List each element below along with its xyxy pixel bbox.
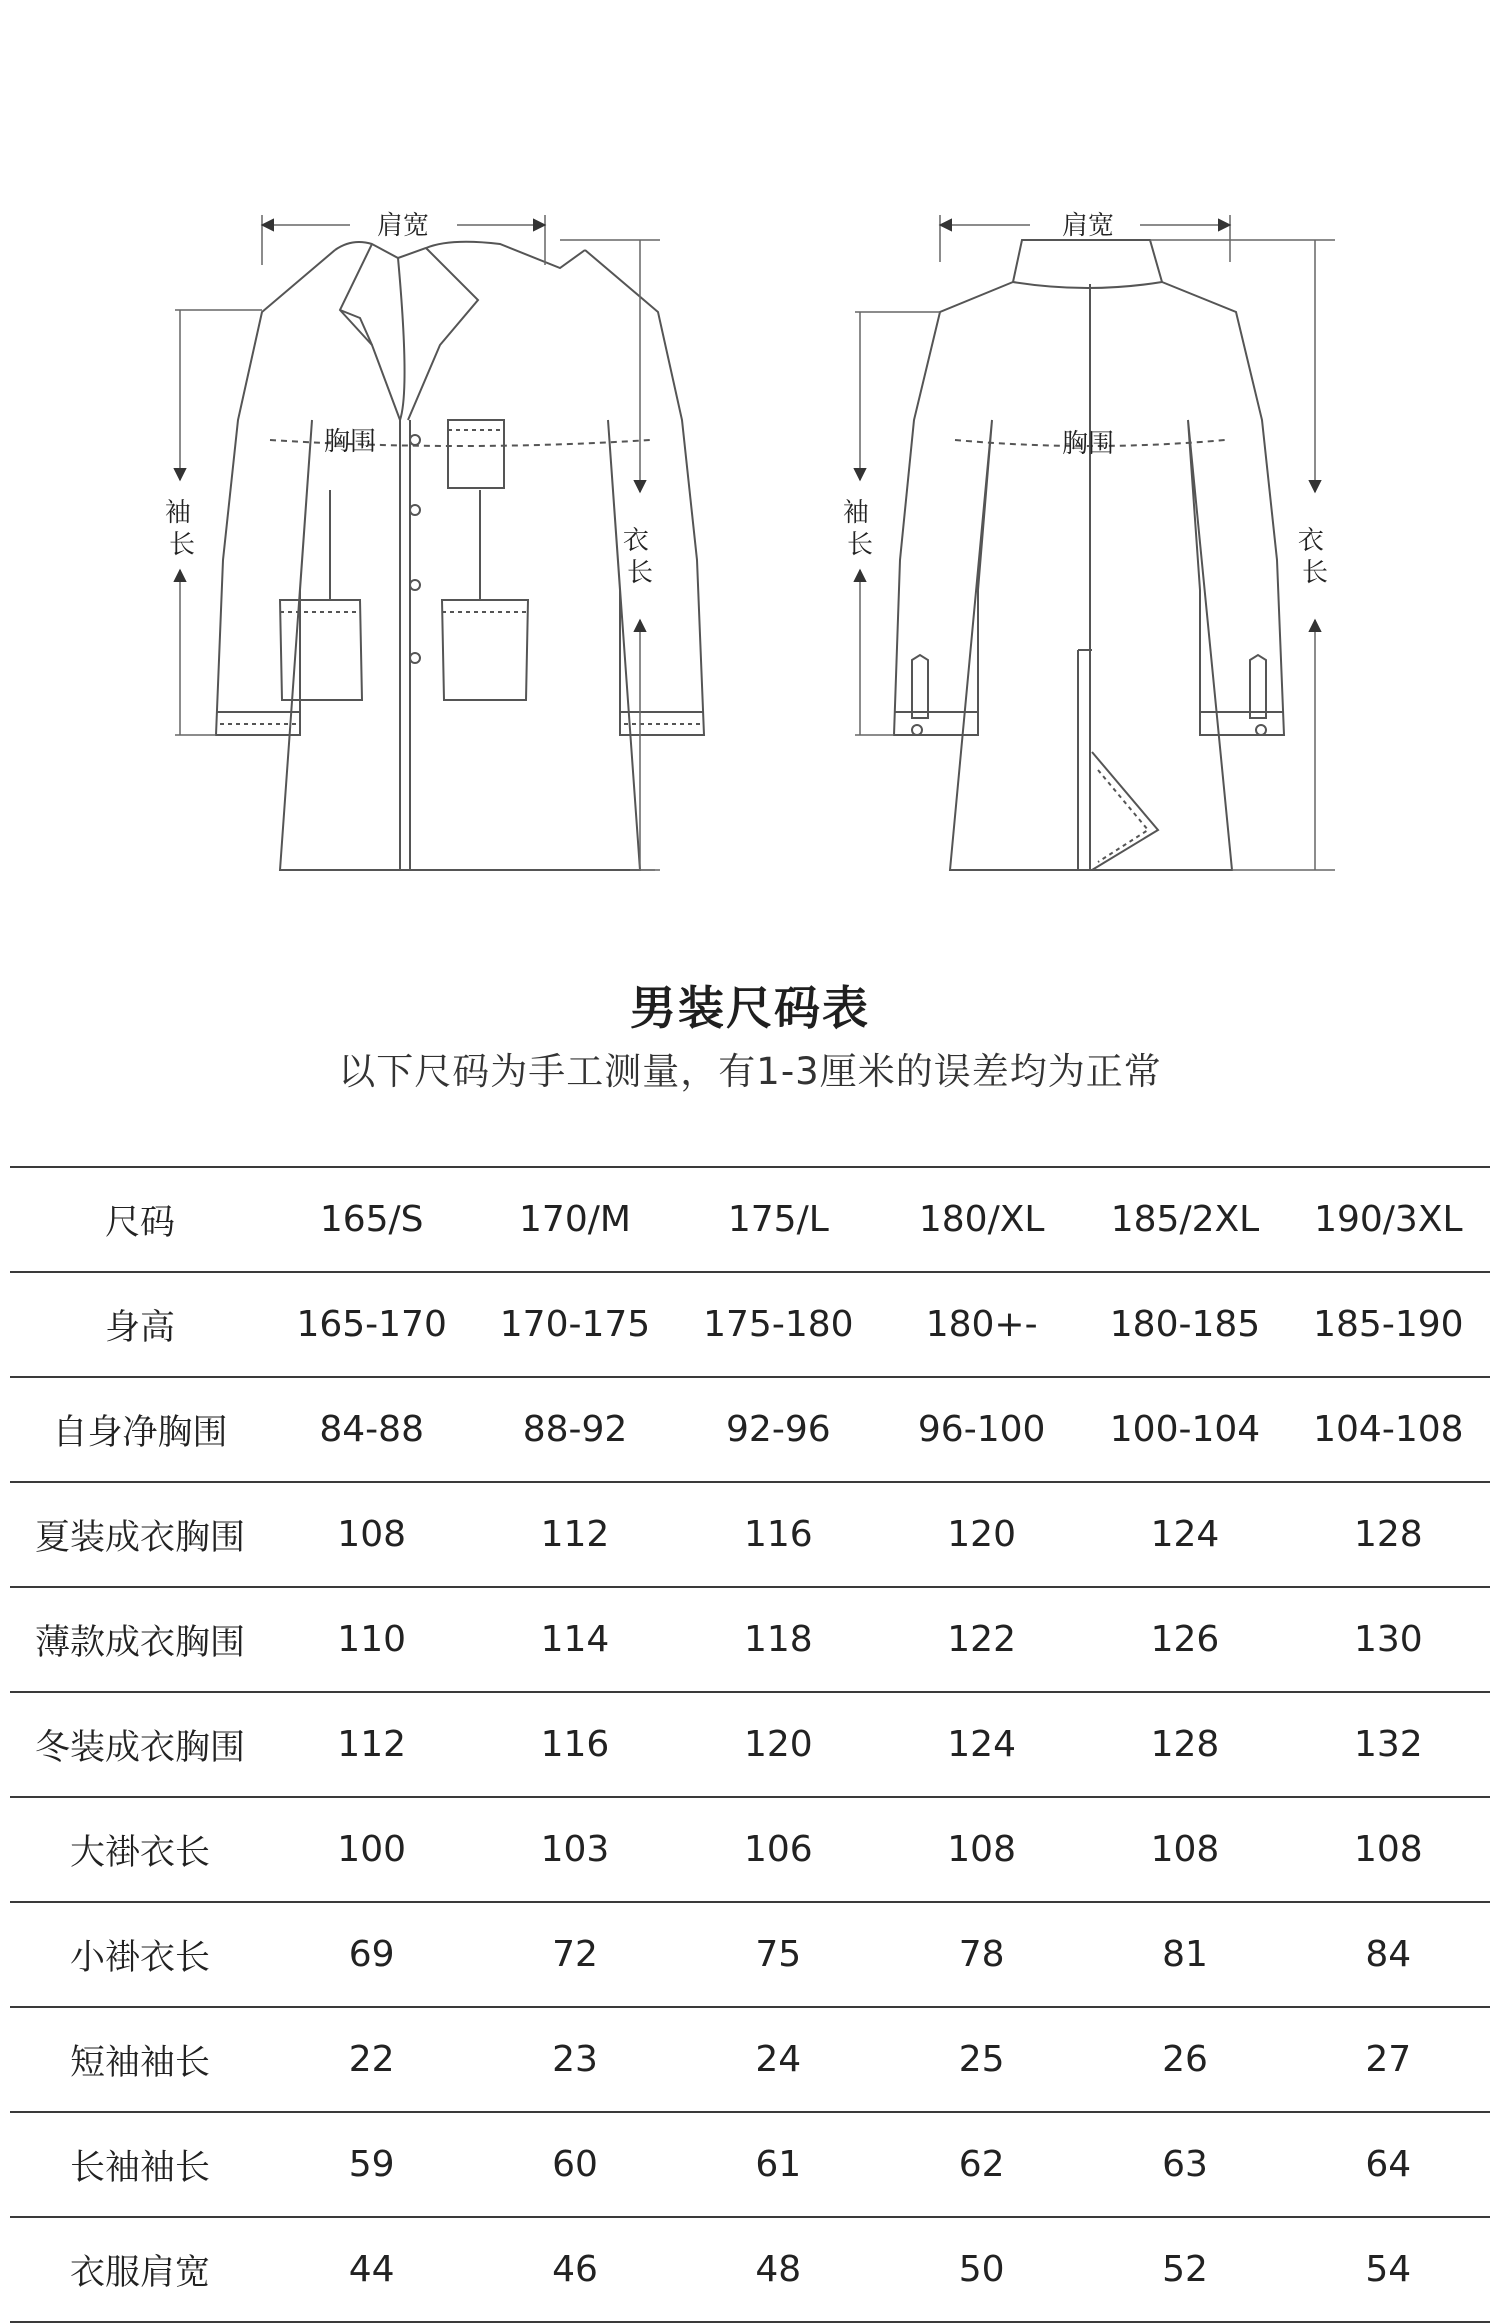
- garment-diagram: [0, 0, 1500, 900]
- table-cell: 44: [270, 2217, 473, 2322]
- front-sleeve-char: 长: [168, 530, 196, 560]
- table-cell: 104-108: [1287, 1377, 1490, 1482]
- table-cell: 185-190: [1287, 1272, 1490, 1377]
- table-cell: 92-96: [677, 1377, 880, 1482]
- back-sleeve-char: 长: [846, 530, 874, 560]
- back-sleeve-label: [843, 498, 877, 560]
- table-cell: 132: [1287, 1692, 1490, 1797]
- table-cell: 180-185: [1083, 1272, 1286, 1377]
- table-cell: 54: [1287, 2217, 1490, 2322]
- table-cell: 59: [270, 2112, 473, 2217]
- table-row: [10, 1902, 1490, 2007]
- table-cell: 75: [677, 1902, 880, 2007]
- size-table-body: [10, 1167, 1490, 2322]
- table-cell: 25: [880, 2007, 1083, 2112]
- table-cell: 48: [677, 2217, 880, 2322]
- table-cell: 108: [1287, 1797, 1490, 1902]
- table-cell: 106: [677, 1797, 880, 1902]
- size-table-wrap: [10, 1166, 1490, 2323]
- table-cell: 46: [473, 2217, 676, 2322]
- table-cell: 61: [677, 2112, 880, 2217]
- table-cell: 130: [1287, 1587, 1490, 1692]
- table-cell: 52: [1083, 2217, 1286, 2322]
- table-cell: 120: [677, 1692, 880, 1797]
- table-cell: 26: [1083, 2007, 1286, 2112]
- table-cell: 63: [1083, 2112, 1286, 2217]
- table-cell: 190/3XL: [1287, 1167, 1490, 1272]
- row-label: 衣服肩宽: [10, 2217, 270, 2322]
- row-label: 尺码: [10, 1167, 270, 1272]
- table-cell: 103: [473, 1797, 676, 1902]
- front-chest-label: 胸围: [323, 427, 377, 457]
- table-cell: 72: [473, 1902, 676, 2007]
- table-cell: 84: [1287, 1902, 1490, 2007]
- table-cell: 114: [473, 1587, 676, 1692]
- front-length-char: 衣: [622, 526, 649, 556]
- page-title: 男装尺码表: [630, 981, 870, 1035]
- table-cell: 62: [880, 2112, 1083, 2217]
- table-cell: 81: [1083, 1902, 1286, 2007]
- table-cell: 100: [270, 1797, 473, 1902]
- table-cell: 118: [677, 1587, 880, 1692]
- table-cell: 170-175: [473, 1272, 676, 1377]
- table-cell: 116: [473, 1692, 676, 1797]
- page-subtitle: 以下尺码为手工测量，有1-3厘米的误差均为正常: [338, 1050, 1162, 1093]
- table-cell: 126: [1083, 1587, 1286, 1692]
- front-sleeve-label: [165, 498, 199, 560]
- table-cell: 22: [270, 2007, 473, 2112]
- row-label: 大褂衣长: [10, 1797, 270, 1902]
- front-length-label: [623, 526, 657, 588]
- table-cell: 180/XL: [880, 1167, 1083, 1272]
- back-length-char: 衣: [1297, 526, 1324, 556]
- back-dimensions: [855, 215, 1335, 870]
- table-cell: 108: [1083, 1797, 1286, 1902]
- table-cell: 50: [880, 2217, 1083, 2322]
- table-cell: 124: [880, 1692, 1083, 1797]
- table-cell: 96-100: [880, 1377, 1083, 1482]
- table-cell: 24: [677, 2007, 880, 2112]
- table-cell: 165/S: [270, 1167, 473, 1272]
- table-row: [10, 1797, 1490, 1902]
- table-row: [10, 2217, 1490, 2322]
- size-table: [10, 1166, 1490, 2323]
- table-cell: 108: [880, 1797, 1083, 1902]
- table-cell: 108: [270, 1482, 473, 1587]
- row-label: 长袖袖长: [10, 2112, 270, 2217]
- row-label: 冬装成衣胸围: [10, 1692, 270, 1797]
- row-label: 短袖袖长: [10, 2007, 270, 2112]
- table-row: [10, 1167, 1490, 1272]
- table-cell: 27: [1287, 2007, 1490, 2112]
- front-dimensions: [175, 215, 660, 870]
- table-row: [10, 1482, 1490, 1587]
- table-cell: 175-180: [677, 1272, 880, 1377]
- row-label: 小褂衣长: [10, 1902, 270, 2007]
- table-cell: 128: [1287, 1482, 1490, 1587]
- row-label: 夏装成衣胸围: [10, 1482, 270, 1587]
- table-cell: 110: [270, 1587, 473, 1692]
- title-block: [0, 978, 1500, 1096]
- table-row: [10, 1272, 1490, 1377]
- table-cell: 112: [270, 1692, 473, 1797]
- table-row: [10, 1692, 1490, 1797]
- table-cell: 64: [1287, 2112, 1490, 2217]
- table-cell: 116: [677, 1482, 880, 1587]
- table-cell: 23: [473, 2007, 676, 2112]
- front-sleeve-char: 袖: [164, 498, 191, 528]
- table-cell: 120: [880, 1482, 1083, 1587]
- back-shoulder-label: 肩宽: [1061, 211, 1115, 241]
- table-cell: 100-104: [1083, 1377, 1286, 1482]
- table-cell: 84-88: [270, 1377, 473, 1482]
- back-coat: [894, 240, 1284, 870]
- table-row: [10, 2112, 1490, 2217]
- table-cell: 170/M: [473, 1167, 676, 1272]
- table-cell: 122: [880, 1587, 1083, 1692]
- row-label: 自身净胸围: [10, 1377, 270, 1482]
- table-cell: 69: [270, 1902, 473, 2007]
- row-label: 身高: [10, 1272, 270, 1377]
- table-cell: 60: [473, 2112, 676, 2217]
- row-label: 薄款成衣胸围: [10, 1587, 270, 1692]
- table-row: [10, 1377, 1490, 1482]
- front-shoulder-label: 肩宽: [376, 211, 430, 241]
- table-cell: 185/2XL: [1083, 1167, 1286, 1272]
- back-sleeve-char: 袖: [842, 498, 869, 528]
- front-length-char: 长: [626, 558, 654, 588]
- table-cell: 112: [473, 1482, 676, 1587]
- table-cell: 88-92: [473, 1377, 676, 1482]
- table-cell: 180+-: [880, 1272, 1083, 1377]
- table-cell: 124: [1083, 1482, 1286, 1587]
- table-cell: 175/L: [677, 1167, 880, 1272]
- table-cell: 165-170: [270, 1272, 473, 1377]
- table-cell: 78: [880, 1902, 1083, 2007]
- back-length-label: [1298, 526, 1332, 588]
- table-row: [10, 1587, 1490, 1692]
- table-cell: 128: [1083, 1692, 1286, 1797]
- table-row: [10, 2007, 1490, 2112]
- back-length-char: 长: [1301, 558, 1329, 588]
- back-chest-label: 胸围: [1061, 429, 1115, 459]
